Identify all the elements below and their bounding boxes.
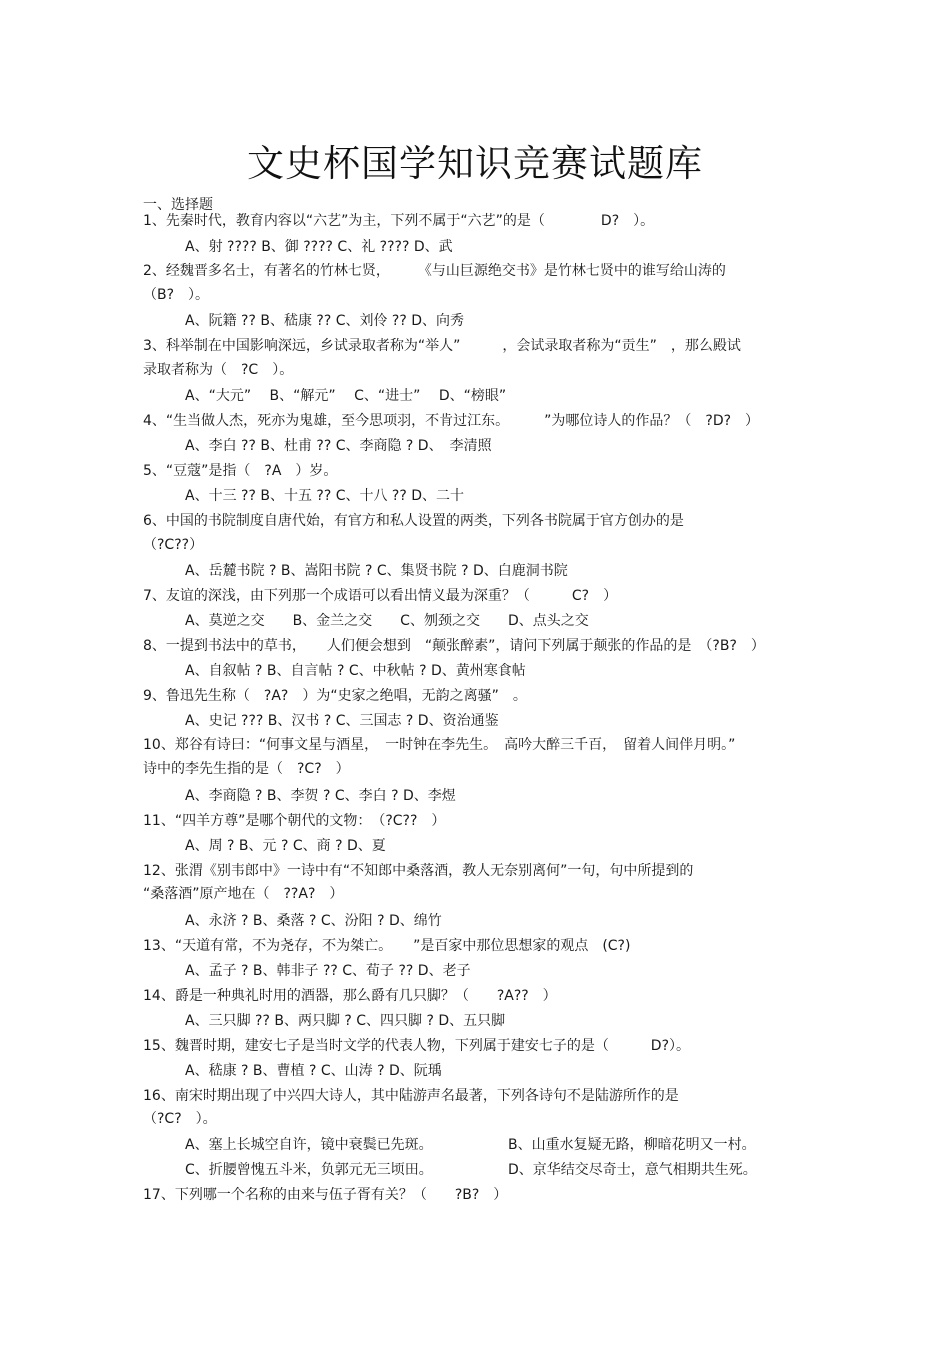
option-line: C、折腰曾愧五斗米，负郭元无三顷田。 (185, 1162, 433, 1178)
question-line: 13、“天道有常，不为尧存，不为桀亡。 ”是百家中那位思想家的观点 (C?) (143, 938, 631, 954)
option-line: A、塞上长城空自许，镜中衰鬓已先斑。 (185, 1137, 433, 1153)
question-line: （?C??） (143, 537, 204, 553)
option-line: A、岳麓书院 ? B、嵩阳书院 ? C、集贤书院 ? D、白鹿洞书院 (185, 563, 568, 579)
question-line: 11、“四羊方尊”是哪个朝代的文物： （?C?? ） (143, 813, 446, 829)
question-line: 5、“豆蔻”是指（ ?A ）岁。 (143, 463, 338, 479)
question-line: 2、经魏晋多名士，有著名的竹林七贤， 《与山巨源绝交书》是竹林七贤中的谁写给山涛的 (143, 263, 726, 279)
question-line: （?C? ）。 (143, 1111, 217, 1127)
option-line: A、李商隐 ? B、李贺 ? C、李白 ? D、李煜 (185, 788, 456, 804)
question-line: 7、友谊的深浅，由下列那一个成语可以看出情义最为深重？（ C? ） (143, 588, 618, 604)
question-line: 8、一提到书法中的草书， 人们便会想到 “颠张醉素”，请问下列属于颠张的作品的是 （?B? ） (143, 638, 765, 654)
option-line: A、周 ? B、元 ? C、商 ? D、夏 (185, 838, 386, 854)
option-line: A、莫逆之交 B、金兰之交 C、刎颈之交 D、点头之交 (185, 613, 589, 629)
option-line: D、京华结交尽奇士，意气相期共生死。 (508, 1162, 757, 1178)
question-line: “桑落酒”原产地在（ ??A? ） (143, 886, 344, 902)
question-line: 诗中的李先生指的是（ ?C? ） (143, 761, 350, 777)
option-line: A、永济 ? B、桑落 ? C、汾阳 ? D、绵竹 (185, 913, 442, 929)
question-line: 12、张渭《别韦郎中》一诗中有“不知郎中桑落酒，教人无奈别离何”一句，句中所提到的 (143, 863, 694, 879)
option-line: B、山重水复疑无路，柳暗花明又一村。 (508, 1137, 756, 1153)
option-line: A、十三 ?? B、十五 ?? C、十八 ?? D、二十 (185, 488, 465, 504)
option-line: A、三只脚 ?? B、两只脚 ? C、四只脚 ? D、五只脚 (185, 1013, 506, 1029)
option-line: A、“大元” B、“解元” C、“进士” D、“榜眼” (185, 388, 507, 404)
page-title: 文史杯国学知识竞赛试题库 (247, 142, 703, 185)
option-line: A、李白 ?? B、杜甫 ?? C、李商隐 ? D、 李清照 (185, 438, 492, 454)
option-line: A、射 ???? B、御 ???? C、礼 ???? D、武 (185, 239, 453, 255)
option-line: A、史记 ??? B、汉书 ? C、三国志 ? D、资治通鉴 (185, 713, 499, 729)
question-line: 10、郑谷有诗曰：“何事文星与酒星， 一时钟在李先生。 高吟大醉三千百， 留着人间伴月明。” (143, 737, 736, 753)
question-line: （B? ）。 (143, 287, 210, 303)
question-line: 9、鲁迅先生称（ ?A? ）为“史家之绝唱，无韵之离骚” 。 (143, 688, 527, 704)
question-line: 14、爵是一种典礼时用的酒器，那么爵有几只脚？（ ?A?? ） (143, 988, 557, 1004)
question-line: 6、中国的书院制度自唐代始，有官方和私人设置的两类，下列各书院属于官方创办的是 (143, 513, 684, 529)
section-heading: 一、选择题 (143, 197, 213, 213)
question-line: 16、南宋时期出现了中兴四大诗人，其中陆游声名最著，下列各诗句不是陆游所作的是 (143, 1088, 679, 1104)
question-line: 15、魏晋时期，建安七子是当时文学的代表人物，下列属于建安七子的是（ D?）。 (143, 1038, 691, 1054)
question-line: 录取者称为（ ?C ）。 (143, 362, 294, 378)
question-line: 17、下列哪一个名称的由来与伍子胥有关？（ ?B? ） (143, 1187, 508, 1203)
question-line: 4、“生当做人杰，死亦为鬼雄，至今思项羽，不肯过江东。 ”为哪位诗人的作品？（ ?D? ） (143, 413, 760, 429)
option-line: A、孟子 ? B、韩非子 ?? C、荀子 ?? D、老子 (185, 963, 471, 979)
question-line: 1、先秦时代，教育内容以“六艺”为主，下列不属于“六艺”的是（ D? ）。 (143, 213, 655, 229)
option-line: A、阮籍 ?? B、嵇康 ?? C、刘伶 ?? D、向秀 (185, 313, 465, 329)
option-line: A、嵇康 ? B、曹植 ? C、山涛 ? D、阮瑀 (185, 1063, 442, 1079)
option-line: A、自叙帖 ? B、自言帖 ? C、中秋帖 ? D、黄州寒食帖 (185, 663, 526, 679)
question-line: 3、科举制在中国影响深远，乡试录取者称为“举人” ，会试录取者称为“贡生” ，那么殿试 (143, 338, 741, 354)
